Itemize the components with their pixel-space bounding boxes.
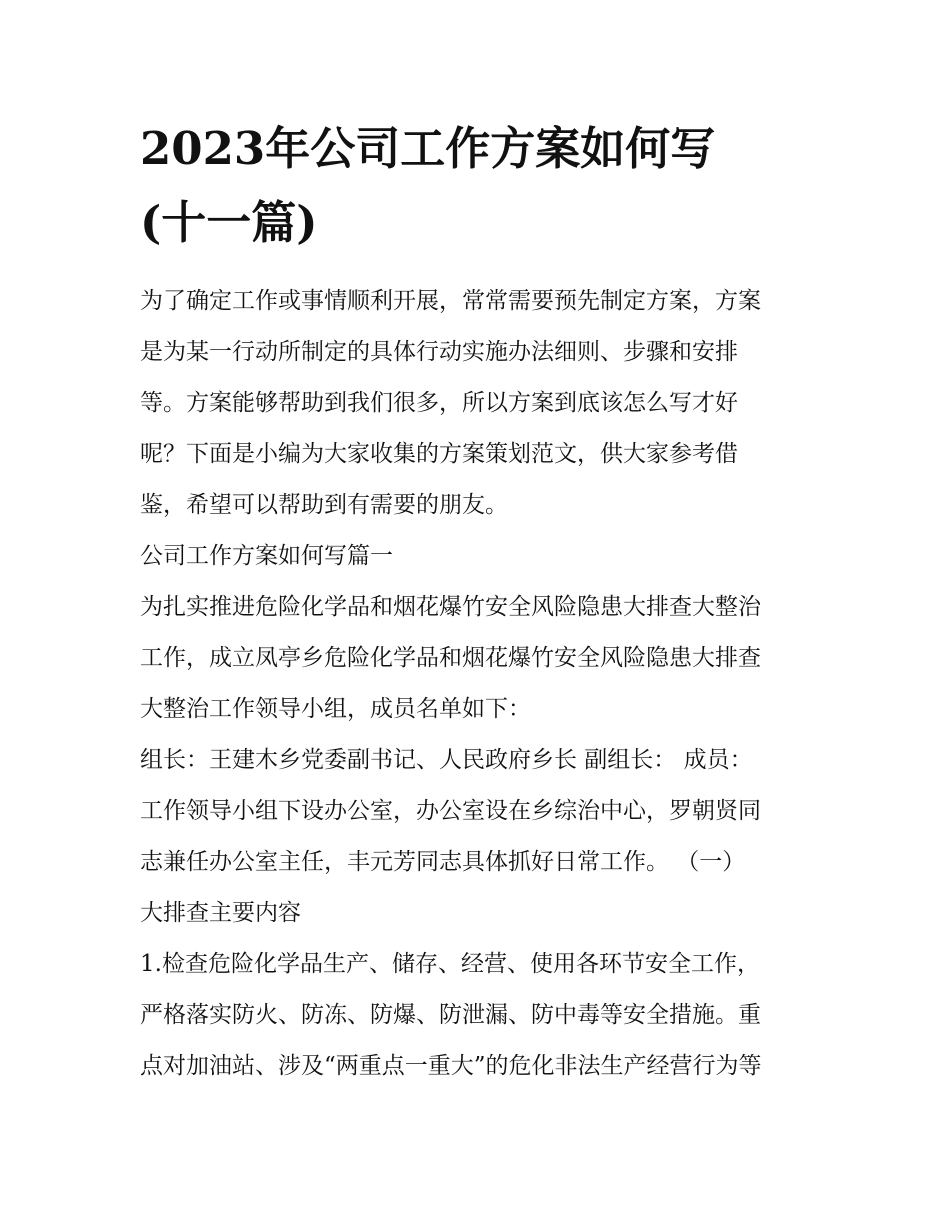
paragraph-1 xyxy=(140,582,812,735)
text-line: 是为某一行动所制定的具体行动实施办法细则、步骤和安排 xyxy=(140,339,738,365)
intro-paragraph xyxy=(140,276,812,531)
text-line: 为扎实推进危险化学品和烟花爆竹安全风险隐患大排查大整治 xyxy=(140,594,761,620)
text-line: 鉴，希望可以帮助到有需要的朋友。 xyxy=(140,492,508,518)
paragraph-2 xyxy=(140,735,812,939)
document-title xyxy=(140,112,812,260)
text-line: 1.检查危险化学品生产、储存、经营、使用各环节安全工作， xyxy=(140,951,760,977)
text-line: 工作，成立凤亭乡危险化学品和烟花爆竹安全风险隐患大排查 xyxy=(140,645,761,671)
text-line: 志兼任办公室主任，丰元芳同志具体抓好日常工作。 （一） xyxy=(140,849,746,875)
text-line: 组长：王建木乡党委副书记、人民政府乡长 副组长： 成员： xyxy=(140,747,753,773)
title-line-1: 2023年公司工作方案如何写 xyxy=(140,122,716,175)
title-line-2: (十一篇) xyxy=(140,196,318,249)
text-line: 工作领导小组下设办公室，办公室设在乡综治中心，罗朝贤同 xyxy=(140,798,761,824)
text-line: 严格落实防火、防冻、防爆、防泄漏、防中毒等安全措施。重 xyxy=(140,1002,761,1028)
text-line: 为了确定工作或事情顺利开展，常常需要预先制定方案，方案 xyxy=(140,288,761,314)
document-body xyxy=(140,276,812,1092)
text-line: 大整治工作领导小组，成员名单如下： xyxy=(140,696,531,722)
text-line: 等。方案能够帮助到我们很多，所以方案到底该怎么写才好 xyxy=(140,390,738,416)
section-heading: 公司工作方案如何写篇一 xyxy=(140,543,393,569)
text-line: 点对加油站、涉及“两重点一重大”的危化非法生产经营行为等 xyxy=(140,1053,762,1079)
text-line: 大排查主要内容 xyxy=(140,900,301,926)
paragraph-3 xyxy=(140,939,812,1092)
text-line: 呢？下面是小编为大家收集的方案策划范文，供大家参考借 xyxy=(140,441,738,467)
